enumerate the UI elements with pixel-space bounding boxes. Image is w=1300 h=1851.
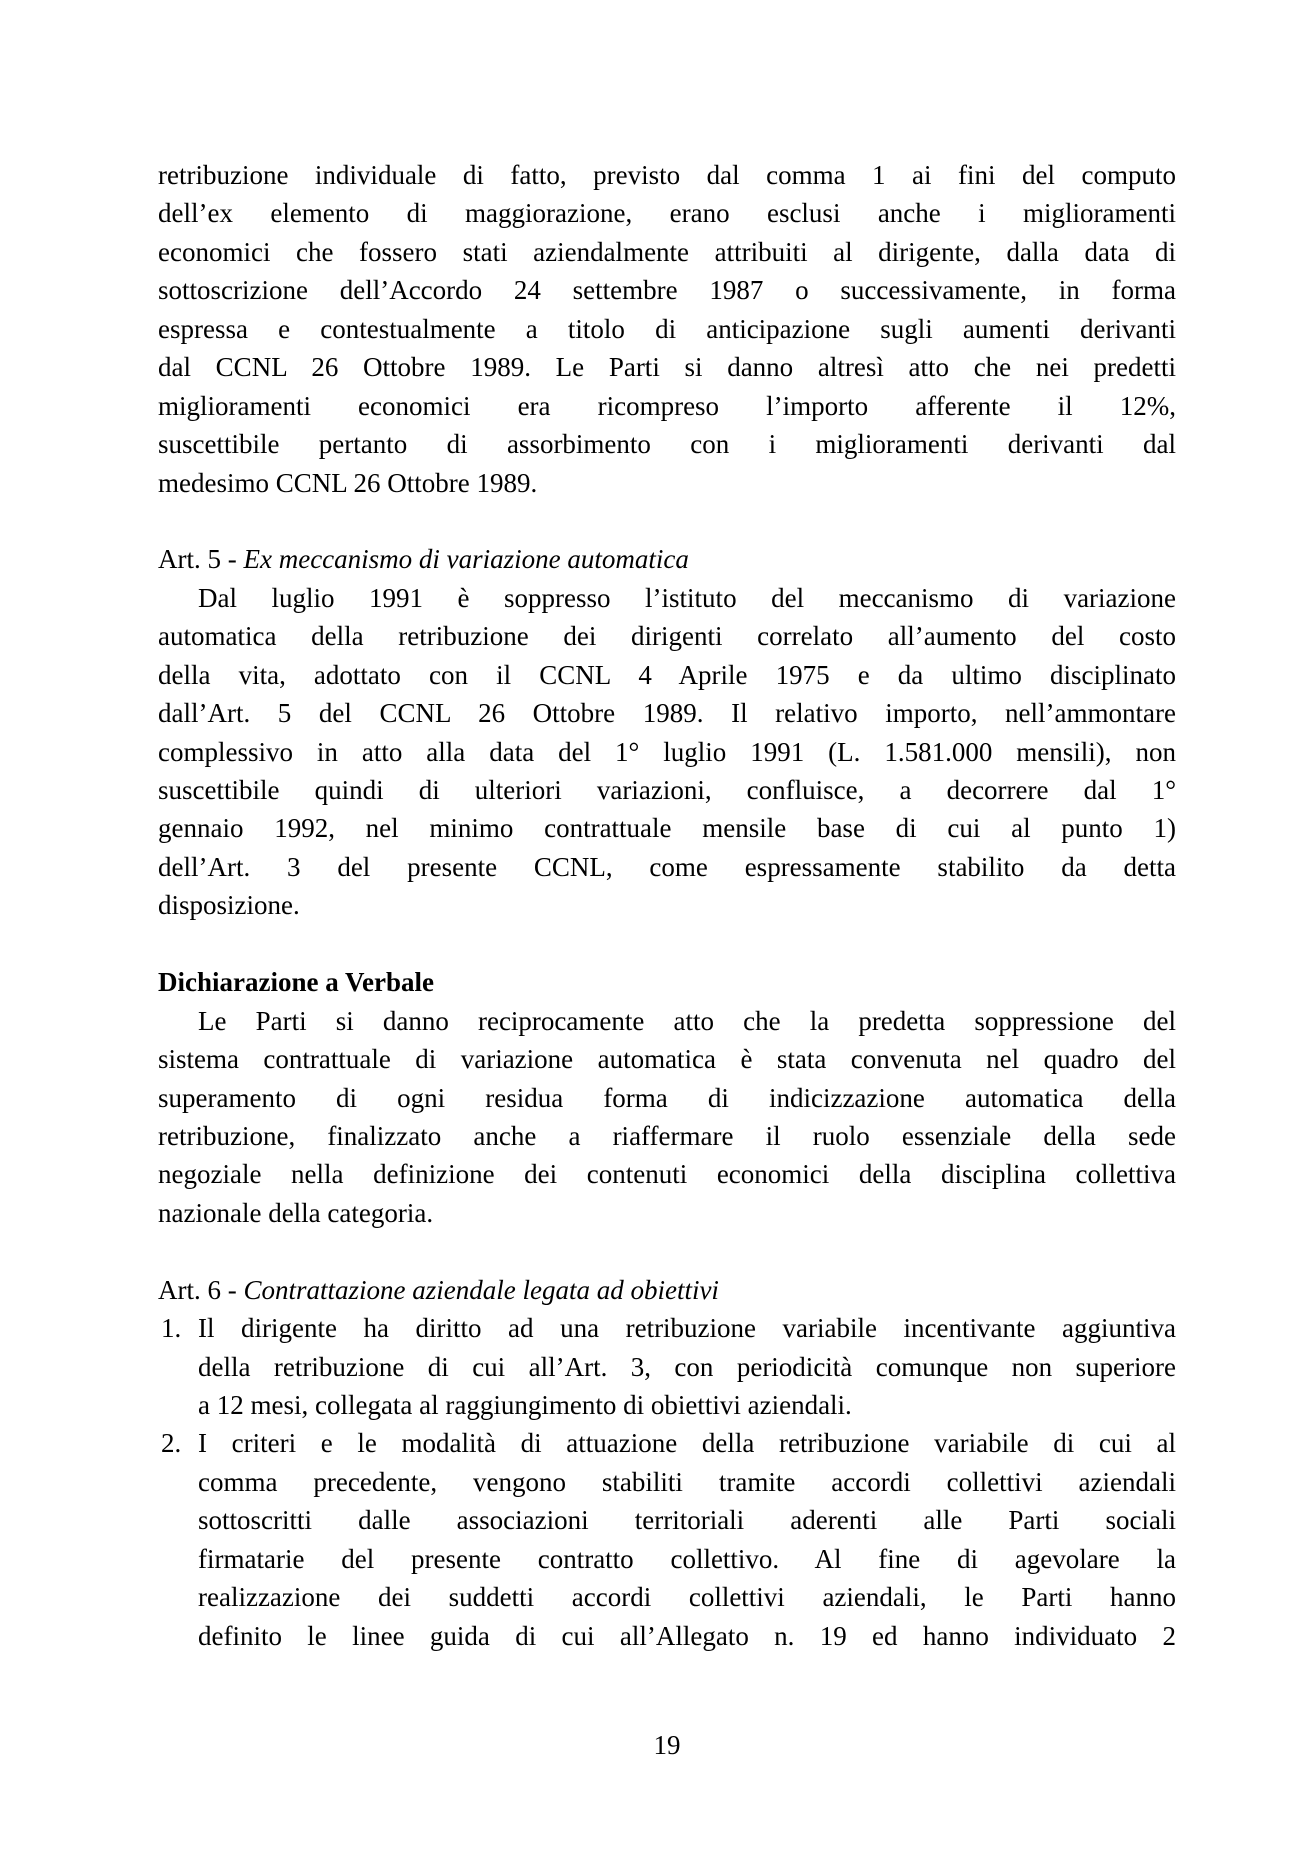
article-title: Ex meccanismo di variazione automatica [243,544,689,575]
text-line: comma precedente, vengono stabiliti tramite accordi collettivi aziendali [198,1466,1176,1497]
list-item [158,1309,1176,1424]
text-line: suscettibile quindi di ulteriori variazioni, confluisce, a decorrere dal 1° [158,775,1176,806]
text-line: I criteri e le modalità di attuazione della retribuzione variabile di cui al [198,1428,1176,1459]
text-line: espressa e contestualmente a titolo di anticipazione sugli aumenti derivanti [158,313,1176,344]
text-line: dall’Art. 5 del CCNL 26 Ottobre 1989. Il relativo importo, nell’ammontare [158,698,1176,729]
text-line: sottoscrizione dell’Accordo 24 settembre 1987 o successivamente, in forma [158,275,1176,306]
list-item [158,1424,1176,1655]
paragraph-art4-continuation [158,156,1176,502]
article-number-prefix: Art. 6 - [158,1274,244,1305]
text-line: retribuzione, finalizzato anche a riaffermare il ruolo essenziale della sede [158,1120,1176,1151]
text-line: complessivo in atto alla data del 1° luglio 1991 (L. 1.581.000 mensili), non [158,736,1176,767]
text-line: a 12 mesi, collegata al raggiungimento di obiettivi aziendali. [198,1390,852,1421]
text-line: sistema contrattuale di variazione automatica è stata convenuta nel quadro del [158,1044,1176,1075]
text-line: suscettibile pertanto di assorbimento con i miglioramenti derivanti dal [158,429,1176,460]
text-line: sottoscritti dalle associazioni territoriali aderenti alle Parti sociali [198,1505,1176,1536]
list-art6-commi [158,1309,1176,1655]
text-line: definito le linee guida di cui all’Allegato n. 19 ed hanno individuato 2 [198,1620,1176,1651]
text-line: Dal luglio 1991 è soppresso l’istituto del meccanismo di variazione [198,582,1176,613]
paragraph-dichiarazione-body [158,1002,1176,1233]
text-line: Il dirigente ha diritto ad una retribuzione variabile incentivante aggiuntiva [198,1313,1176,1344]
text-line: dal CCNL 26 Ottobre 1989. Le Parti si danno altresì atto che nei predetti [158,352,1176,383]
text-line: Le Parti si danno reciprocamente atto che la predetta soppressione del [198,1005,1176,1036]
paragraph-art5-body [158,579,1176,925]
text-line: nazionale della categoria. [158,1197,434,1228]
page-content [158,156,1176,1655]
text-line: medesimo CCNL 26 Ottobre 1989. [158,467,538,498]
text-line: disposizione. [158,890,300,921]
text-line: realizzazione dei suddetti accordi collettivi aziendali, le Parti hanno [198,1582,1176,1613]
page-number: 19 [653,1730,681,1760]
text-line: dell’ex elemento di maggiorazione, erano esclusi anche i miglioramenti [158,198,1176,229]
text-line: miglioramenti economici era ricompreso l’importo afferente il 12%, [158,390,1176,421]
text-line: automatica della retribuzione dei dirigenti correlato all’aumento del costo [158,621,1176,652]
article-title: Contrattazione aziendale legata ad obiettivi [243,1274,719,1305]
text-line: gennaio 1992, nel minimo contrattuale mensile base di cui al punto 1) [158,813,1176,844]
text-line: firmatarie del presente contratto collettivo. Al fine di agevolare la [198,1543,1176,1574]
list-item-number: 2. [161,1428,182,1459]
text-line: superamento di ogni residua forma di indicizzazione automatica della [158,1082,1176,1113]
list-item-number: 1. [161,1313,182,1344]
text-line: negoziale nella definizione dei contenuti economici della disciplina collettiva [158,1159,1176,1190]
text-line: retribuzione individuale di fatto, previsto dal comma 1 ai fini del computo [158,160,1176,190]
heading-dichiarazione-a-verbale: Dichiarazione a Verbale [158,967,434,998]
text-line: della retribuzione di cui all’Art. 3, con periodicità comunque non superiore [198,1351,1176,1382]
heading-art-6 [158,1271,1176,1309]
text-line: della vita, adottato con il CCNL 4 Aprile 1975 e da ultimo disciplinato [158,659,1176,690]
article-number-prefix: Art. 5 - [158,544,244,575]
text-line: economici che fossero stati aziendalmente attribuiti al dirigente, dalla data di [158,236,1176,267]
text-line: dell’Art. 3 del presente CCNL, come espressamente stabilito da detta [158,851,1176,882]
heading-art-5 [158,540,1176,578]
